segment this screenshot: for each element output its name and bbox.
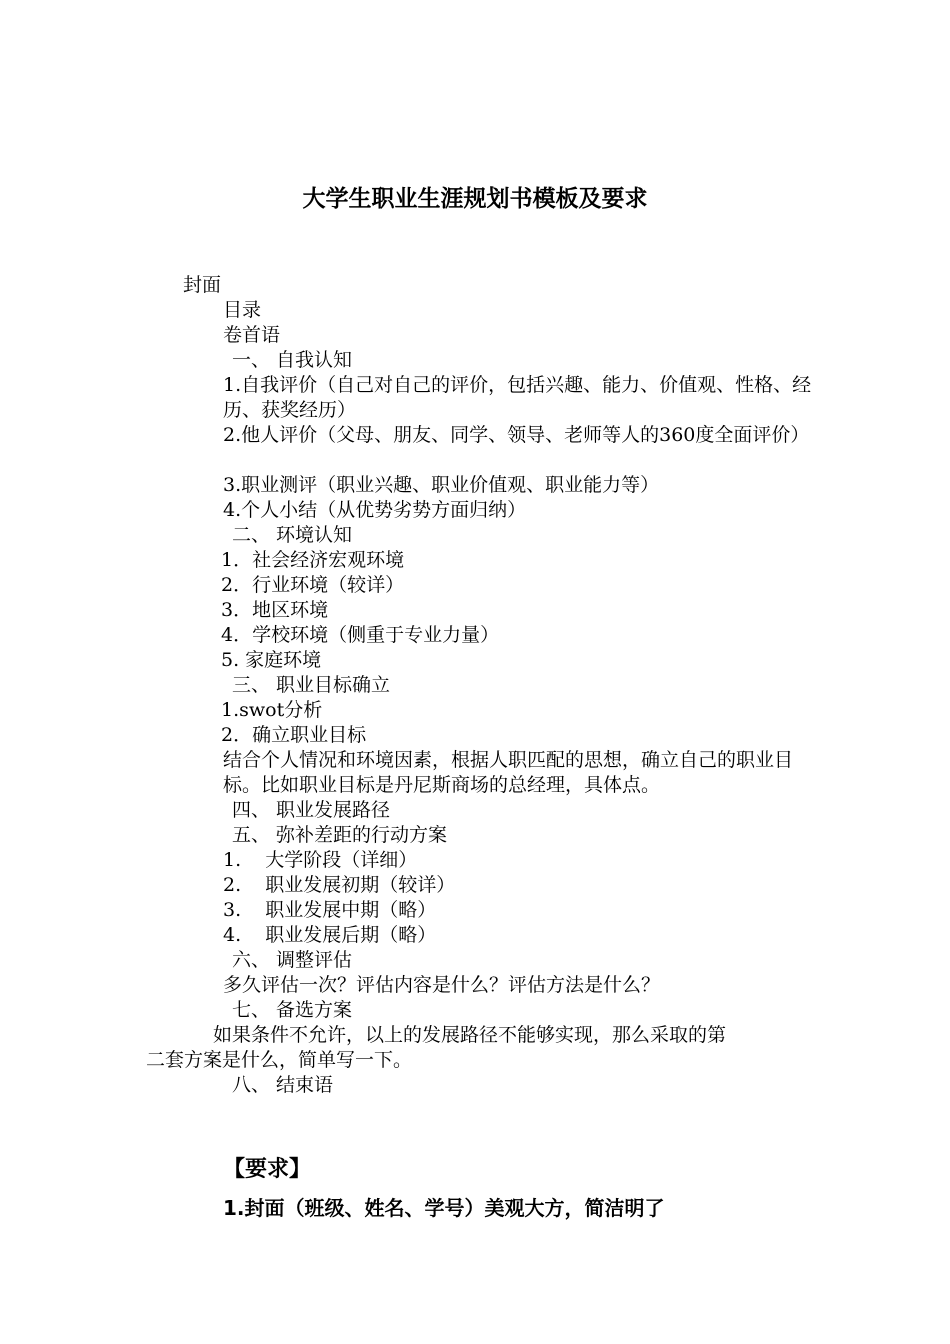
section-5-item-1: 1. 大学阶段（详细） (223, 849, 418, 871)
section-3-heading: 三、 职业目标确立 (232, 674, 391, 696)
section-2-item-4: 4．学校环境（侧重于专业力量） (221, 624, 500, 646)
section-2-heading: 二、 环境认知 (232, 524, 353, 546)
section-5-item-3: 3. 职业发展中期（略） (223, 899, 437, 921)
section-3-item-1: 1.swot分析 (221, 699, 323, 721)
requirements-heading: 【要求】 (223, 1157, 312, 1182)
section-2-item-1: 1．社会经济宏观环境 (221, 549, 405, 571)
section-5-item-2: 2. 职业发展初期（较详） (223, 874, 456, 896)
section-7-heading: 七、 备选方案 (232, 999, 353, 1021)
section-7-description-line-2: 二套方案是什么，简单写一下。 (146, 1049, 413, 1071)
outline-toc: 目录 (223, 299, 262, 321)
section-4-heading: 四、 职业发展路径 (232, 799, 391, 821)
section-1-item-1: 1.自我评价（自己对自己的评价，包括兴趣、能力、价值观、性格、经历、获奖经历） (223, 374, 812, 421)
section-1-heading: 一、 自我认知 (232, 349, 353, 371)
document-title: 大学生职业生涯规划书模板及要求 (302, 186, 648, 212)
outline-cover: 封面 (183, 274, 222, 296)
section-7-description-line-1: 如果条件不允许，以上的发展路径不能够实现，那么采取的第 (213, 1024, 727, 1046)
section-6-description: 多久评估一次？评估内容是什么？评估方法是什么？ (223, 974, 661, 996)
section-1-item-3: 3.职业测评（职业兴趣、职业价值观、职业能力等） (223, 474, 660, 496)
section-2-item-2: 2．行业环境（较详） (221, 574, 405, 596)
section-8-heading: 八、 结束语 (232, 1074, 334, 1096)
section-3-description: 结合个人情况和环境因素，根据人职匹配的思想，确立自己的职业目标。比如职业目标是丹尼斯商场的总经理，具体点。 (223, 749, 794, 796)
section-5-item-4: 4. 职业发展后期（略） (223, 924, 437, 946)
requirement-item-1: 1.封面（班级、姓名、学号）美观大方，简洁明了 (223, 1196, 665, 1220)
section-2-item-5: 5. 家庭环境 (221, 649, 322, 671)
section-3-item-2: 2．确立职业目标 (221, 724, 367, 746)
section-1-item-4: 4.个人小结（从优势劣势方面归纳） (223, 499, 527, 521)
section-6-heading: 六、 调整评估 (232, 949, 353, 971)
section-5-heading: 五、 弥补差距的行动方案 (232, 824, 448, 846)
outline-preface: 卷首语 (223, 324, 281, 346)
section-1-item-2: 2.他人评价（父母、朋友、同学、领导、老师等人的360度全面评价） (223, 424, 810, 446)
section-2-item-3: 3．地区环境 (221, 599, 329, 621)
